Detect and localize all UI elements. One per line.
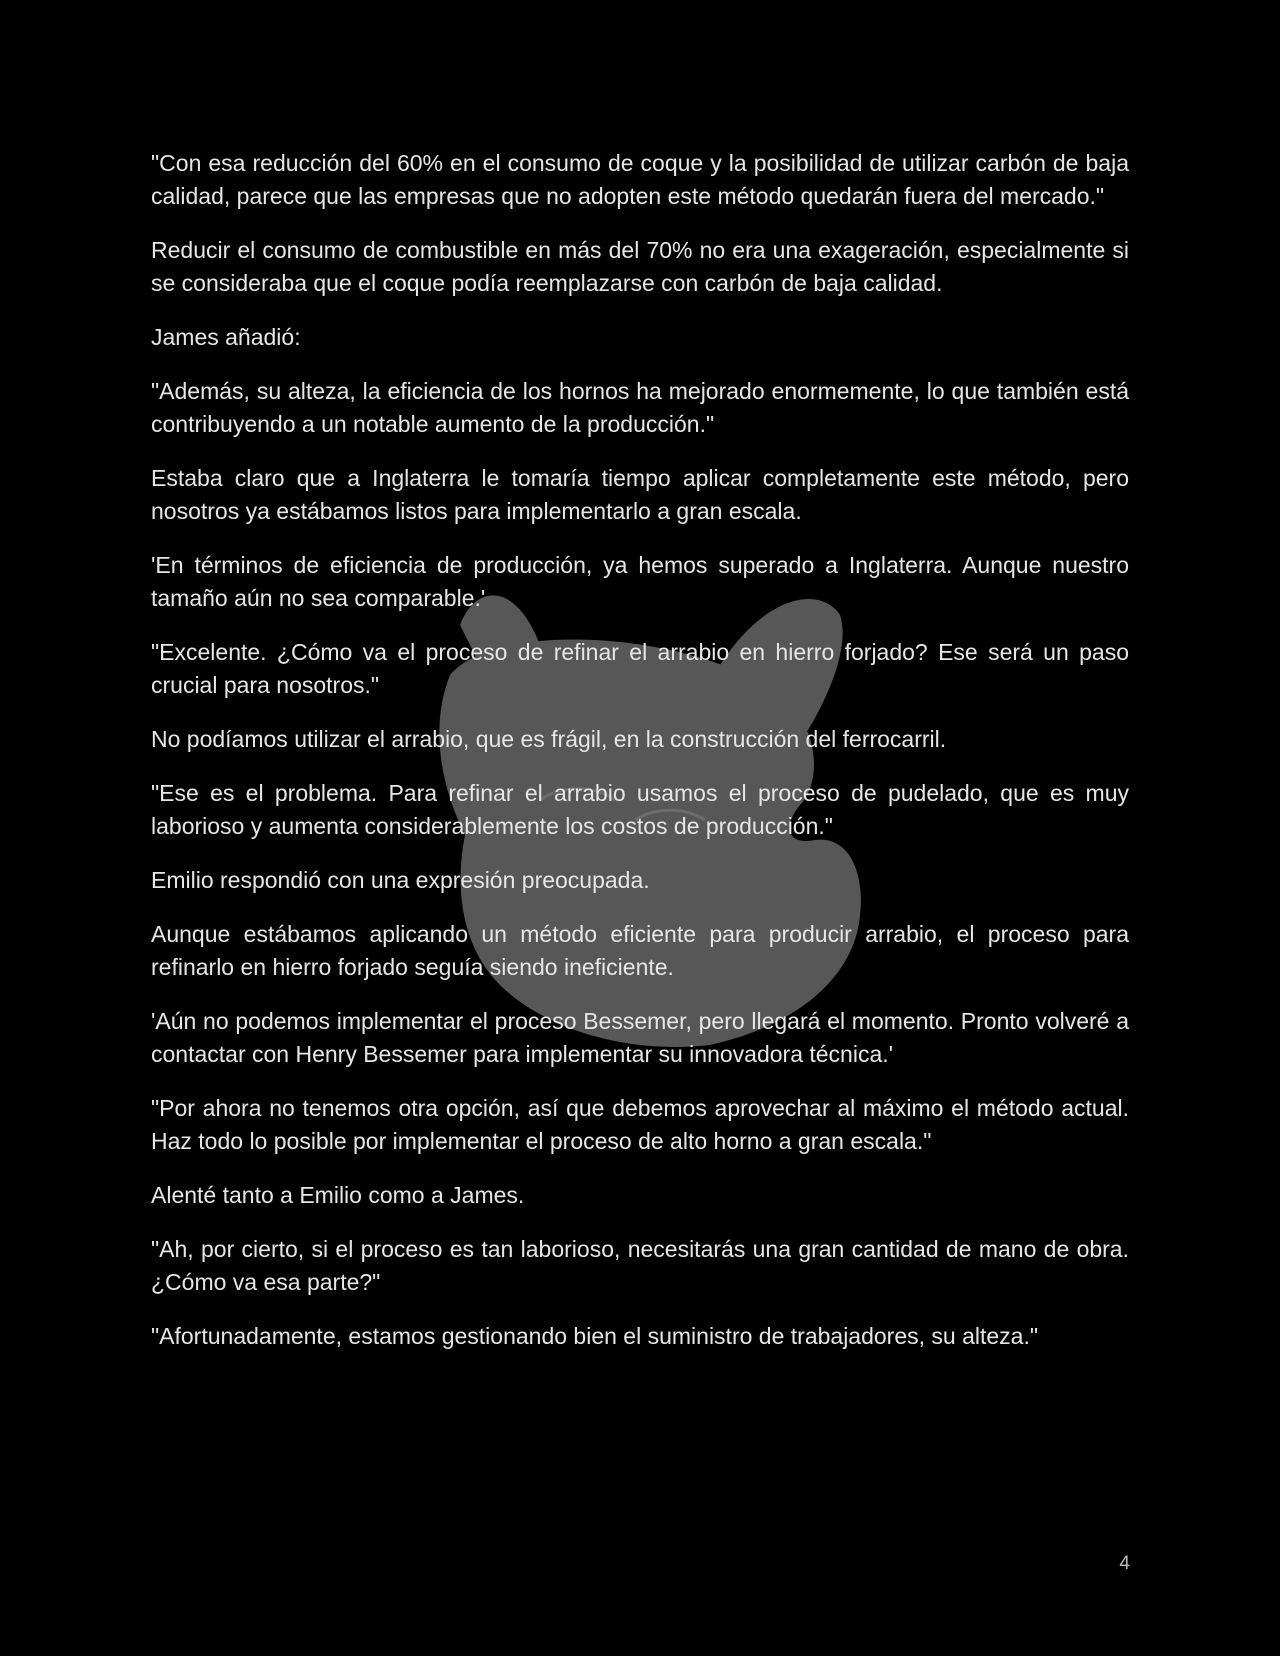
paragraph: No podíamos utilizar el arrabio, que es frágil, en la construcción del ferrocarril. [151,726,947,752]
paragraph: "Además, su alteza, la eficiencia de los hornos ha mejorado enormemente, lo que también está contribuyendo a un notable aumento de la producción." [151,378,1129,437]
paragraph: "Excelente. ¿Cómo va el proceso de refinar el arrabio en hierro forjado? Ese será un paso crucial para nosotros." [151,639,1129,698]
paragraph: Aunque estábamos aplicando un método eficiente para producir arrabio, el proceso para refinarlo en hierro forjado seguía siendo ineficiente. [151,921,1129,980]
paragraph: James añadió: [151,324,301,350]
paragraph: "Por ahora no tenemos otra opción, así que debemos aprovechar al máximo el método actual. Haz todo lo posible por implementar el proceso de alto horno a gran escala." [151,1095,1129,1154]
paragraph: Reducir el consumo de combustible en más del 70% no era una exageración, especialmente si se consideraba que el coque podía reemplazarse con carbón de baja calidad. [151,237,1129,296]
paragraph: 'En términos de eficiencia de producción, ya hemos superado a Inglaterra. Aunque nuestro tamaño aún no sea comparable.' [151,552,1129,611]
document-body [151,147,1129,1374]
paragraph: Estaba claro que a Inglaterra le tomaría tiempo aplicar completamente este método, pero nosotros ya estábamos listos para implementarlo a gran escala. [151,465,1129,524]
paragraph: Alenté tanto a Emilio como a James. [151,1182,525,1208]
paragraph: "Afortunadamente, estamos gestionando bien el suministro de trabajadores, su alteza." [151,1323,1039,1349]
paragraph: "Con esa reducción del 60% en el consumo de coque y la posibilidad de utilizar carbón de baja calidad, parece que las empresas que no adopten este método quedarán fuera del mercado." [151,150,1129,209]
page-number: 4 [1119,1553,1130,1574]
paragraph: 'Aún no podemos implementar el proceso Bessemer, pero llegará el momento. Pronto volveré a contactar con Henry Bessemer para implementar su innovadora técnica.' [151,1008,1129,1067]
paragraph: Emilio respondió con una expresión preocupada. [151,867,650,893]
paragraph: "Ah, por cierto, si el proceso es tan laborioso, necesitarás una gran cantidad de mano de obra. ¿Cómo va esa parte?" [151,1236,1129,1295]
paragraph: "Ese es el problema. Para refinar el arrabio usamos el proceso de pudelado, que es muy laborioso y aumenta considerablemente los costos de producción." [151,780,1129,839]
